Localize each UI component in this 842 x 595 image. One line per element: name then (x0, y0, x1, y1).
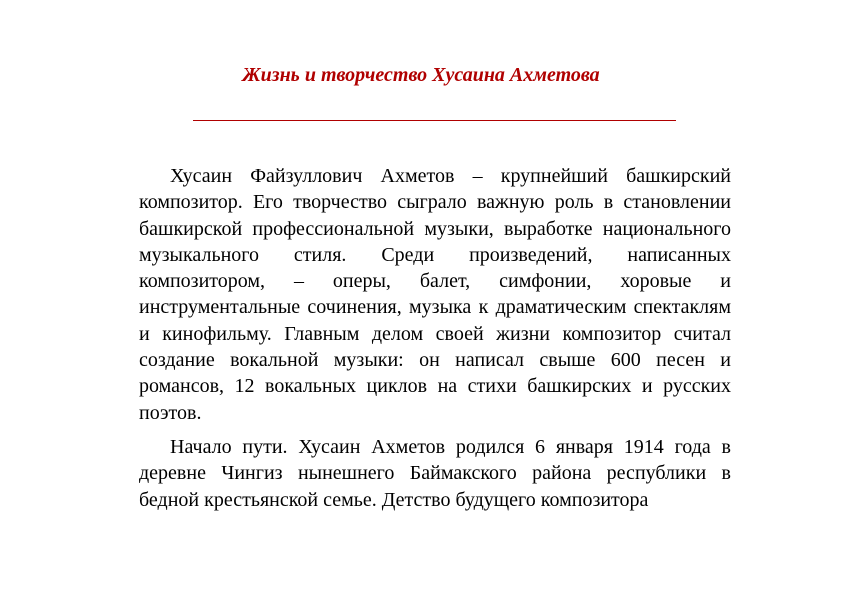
paragraph-early-life: Начало пути. Хусаин Ахметов родился 6 января 1914 года в деревне Чингиз нынешнего Баймакского района республики в бедной крестьянской семье. Детство будущего композитора (139, 435, 731, 511)
document-body (139, 163, 731, 521)
title-underline-divider (193, 120, 676, 121)
document-title: Жизнь и творчество Хусаина Ахметова (242, 64, 600, 86)
paragraph-intro: Хусаин Файзуллович Ахметов – крупнейший башкирский композитор. Его творчество сыграло важную роль в становлении башкирской профессиональной музыки, выработке национального музыкального стиля. Среди произведений, написанных композитором, – оперы, балет, симфонии, хоровые и инструментальные сочинения, музыка к драматическим спектаклям и кинофильму. Главным делом своей жизни композитор считал создание вокальной музыки: он написал свыше 600 песен и романсов, 12 вокальных циклов на стихи башкирских и русских поэтов. (139, 165, 731, 424)
